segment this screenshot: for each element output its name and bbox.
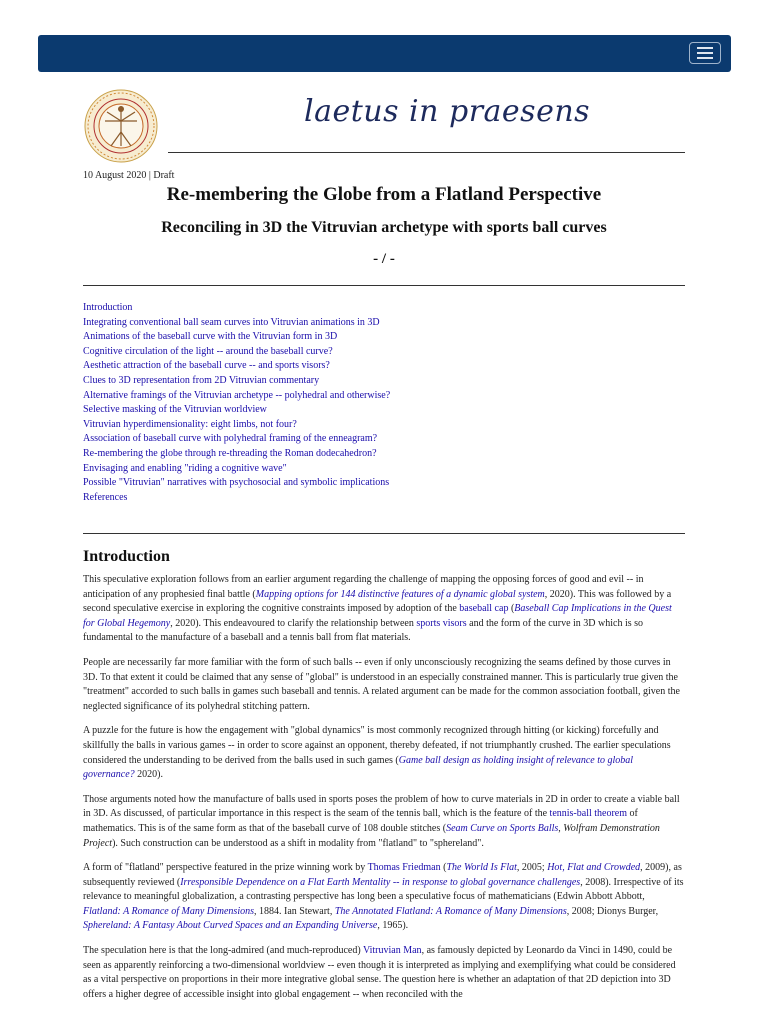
paragraph	[83, 944, 685, 1002]
table-of-contents	[83, 301, 685, 505]
article-body	[83, 573, 685, 1012]
toc-link-references[interactable]: References	[83, 491, 128, 503]
text: , 2008). Irrespective of its relevance to meaningful globalization, a contrasting perspective has long been a speculative focus of mathematicians (Edwin Abbott Abbott,	[83, 876, 684, 903]
text: , 2008; Dionys Burger,	[566, 905, 659, 917]
text: A form of "flatland" perspective featured in the prize winning work by	[83, 862, 368, 874]
text: , 2020). This was followed by a second speculative exercise in exploring the cognitive constraints imposed by adoption of the	[83, 588, 672, 615]
inline-link[interactable]: The World Is Flat	[446, 862, 517, 874]
toc-link[interactable]: Cognitive circulation of the light -- around the baseball curve?	[83, 345, 333, 357]
text: , as famously depicted by Leonardo da Vinci in 1490, could be seen as apparently reinforcing a two-dimensional worldview -- even though it is interpreted as implying and exemplifying what could be considered as a vital perspective on proportions in their more integrative global sense. The question here is whether an adaptation of that 2D depiction into 3D offers a higher degree of accessible insight into global engagement -- when reconciled with the	[83, 945, 676, 1000]
text: The speculation here is that the long-admired (and much-reproduced)	[83, 945, 363, 957]
text: and the form of the curve in 3D which is so fundamental to the manufacture of a baseball and a tennis ball from flat materials.	[83, 617, 644, 644]
toc-item	[83, 345, 685, 360]
site-title[interactable]: laetus in praesens	[304, 94, 591, 129]
inline-link[interactable]: baseball cap	[459, 603, 509, 615]
inline-link[interactable]: Game ball design as holding insight of relevance to global governance?	[83, 754, 634, 781]
hamburger-icon	[697, 47, 713, 49]
article-title: Re-membering the Globe from a Flatland Perspective	[166, 184, 602, 205]
inline-link[interactable]: Hot, Flat and Crowded	[547, 862, 641, 874]
text: (	[440, 862, 447, 874]
article-subtitle: Reconciling in 3D the Vitruvian archetype with sports ball curves	[161, 219, 607, 236]
toc-link[interactable]: Re-membering the globe through re-threading the Roman dodecahedron?	[83, 447, 377, 459]
hamburger-menu-button[interactable]	[689, 42, 721, 64]
toc-item	[83, 316, 685, 331]
toc-item	[83, 330, 685, 345]
toc-link[interactable]: Alternative framings of the Vitruvian archetype -- polyhedral and otherwise?	[83, 389, 391, 401]
inline-link[interactable]: Mapping options for 144 distinctive features of a dynamic global system	[255, 588, 545, 600]
hamburger-icon	[697, 57, 713, 59]
inline-link[interactable]: Vitruvian Man	[363, 945, 422, 957]
text: ,	[558, 822, 564, 834]
toc-item	[83, 418, 685, 433]
toc-link[interactable]: Integrating conventional ball seam curves into Vitruvian animations in 3D	[83, 316, 380, 328]
text: , 1965).	[377, 920, 409, 932]
text: , 1884. Ian Stewart,	[254, 905, 335, 917]
inline-link[interactable]: Baseball Cap Implications in the Quest for Global Hegemony	[83, 603, 672, 629]
toc-link[interactable]: Animations of the baseball curve with the Vitruvian form in 3D	[83, 331, 338, 343]
text: ). Such construction can be understood as a shift in modality from "flatland" to "sphereland".	[112, 837, 484, 849]
inline-link[interactable]: tennis-ball theorem	[549, 808, 628, 820]
section-heading-introduction: Introduction	[83, 548, 170, 565]
toc-item	[83, 432, 685, 447]
inline-link[interactable]: Irresponsible Dependence on a Flat Earth Mentality -- in response to global governance challenges	[180, 876, 581, 888]
inline-link[interactable]: Seam Curve on Sports Balls	[446, 822, 559, 834]
text: A puzzle for the future is how the engagement with "global dynamics" is most commonly recognized through hitting (or kicking) forcefully and skillfully the balls in various games -- in order to score against an opponent, thereby defeated, if not triumphantly crushed. The earlier speculations considered the understanding to be derived from the balls used in such games (	[83, 725, 671, 766]
toc-link[interactable]: Selective masking of the Vitruvian worldview	[83, 404, 267, 416]
toc-bottom-divider	[83, 533, 685, 534]
toc-item	[83, 359, 685, 374]
title-separator: - / -	[373, 251, 395, 267]
toc-link[interactable]: Clues to 3D representation from 2D Vitruvian commentary	[83, 374, 320, 386]
paragraph	[83, 793, 685, 851]
inline-link[interactable]: Flatland: A Romance of Many Dimensions	[83, 905, 254, 917]
top-navbar	[38, 35, 731, 72]
toc-link[interactable]: Association of baseball curve with polyhedral framing of the enneagram?	[83, 433, 378, 445]
article-dateline: 10 August 2020 | Draft	[83, 170, 175, 181]
paragraph	[83, 724, 685, 782]
text: , 2009), as subsequently reviewed (	[83, 862, 682, 888]
toc-link-introduction[interactable]: Introduction	[83, 302, 133, 313]
toc-item	[83, 491, 685, 506]
toc-item	[83, 389, 685, 404]
toc-link[interactable]: Envisaging and enabling "riding a cognitive wave"	[83, 462, 287, 474]
toc-item	[83, 374, 685, 389]
inline-link[interactable]: Sphereland: A Fantasy About Curved Spaces and an Expanding Universe	[83, 920, 378, 932]
text: , 2005;	[516, 862, 548, 874]
text: of mathematics. This is of the same form as that of the baseball curve of 108 double stitches (	[83, 808, 638, 834]
text: , 2020). This endeavoured to clarify the relationship between	[170, 617, 417, 629]
toc-item	[83, 447, 685, 462]
paragraph: People are necessarily far more familiar with the form of such balls -- even if only unconsciously recognizing the seams defined by those curves in 3D. To that extent it could be claimed that any sense of "global" is understood in an especially constrained manner. This is particularly true given the "treatment" accorded to such balls in games such baseball and tennis. A related argument can be made for the common association football, given the neglected significance of its polyhedral stitching pattern.	[83, 656, 680, 712]
text: 2020).	[134, 769, 163, 781]
toc-link[interactable]: Possible "Vitruvian" narratives with psychosocial and symbolic implications	[83, 477, 390, 489]
text: This speculative exploration follows from an earlier argument regarding the challenge of mapping the opposing forces of good and evil -- in anticipation of any prophesied final battle (	[83, 574, 644, 600]
toc-link[interactable]: Vitruvian hyperdimensionality: eight limbs, not four?	[83, 418, 297, 430]
toc-link[interactable]: Aesthetic attraction of the baseball curve -- and sports visors?	[83, 360, 330, 372]
toc-item	[83, 301, 685, 316]
hamburger-icon	[697, 52, 713, 54]
text: Those arguments noted how the manufacture of balls used in sports poses the problem of how to curve materials in 2D in order to create a viable ball in 3D. As discussed, of particular importance in this respect is the seam of the tennis ball, which is the feature of the	[83, 793, 680, 820]
inline-link[interactable]: The Annotated Flatland: A Romance of Many Dimensions	[334, 905, 567, 917]
toc-item	[83, 462, 685, 477]
paragraph	[83, 861, 685, 934]
paragraph	[83, 573, 685, 646]
text: Wolfram Demonstration Project	[83, 822, 660, 849]
text: (	[508, 603, 515, 615]
toc-top-divider	[83, 285, 685, 286]
toc-item	[83, 403, 685, 418]
header-divider	[168, 152, 685, 153]
inline-link[interactable]: Thomas Friedman	[367, 862, 441, 874]
inline-link[interactable]: sports visors	[416, 617, 467, 629]
site-logo[interactable]	[83, 88, 159, 164]
toc-item	[83, 476, 685, 491]
